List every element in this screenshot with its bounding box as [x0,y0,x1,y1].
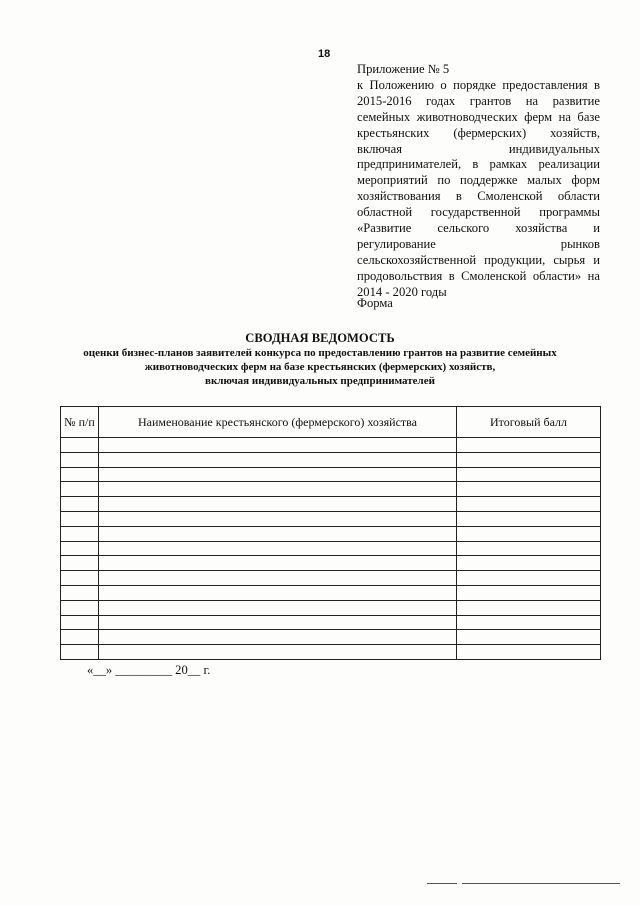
cell-farm-name [99,541,457,556]
table-row [61,630,601,645]
table-row [61,600,601,615]
cell-number [61,600,99,615]
evaluation-table [60,406,601,660]
date-signature-line: «__» _________ 20__ г. [87,663,211,677]
cell-total-score [457,511,601,526]
cell-farm-name [99,438,457,453]
cell-number [61,467,99,482]
cell-total-score [457,497,601,512]
table-row [61,526,601,541]
table-header-row [61,407,601,438]
cell-farm-name [99,467,457,482]
cell-number [61,452,99,467]
cell-number [61,438,99,453]
cell-total-score [457,585,601,600]
table-row [61,497,601,512]
cell-farm-name [99,556,457,571]
cell-number [61,526,99,541]
appendix-title: Приложение № 5 [357,62,450,76]
table-row [61,615,601,630]
table-row [61,452,601,467]
cell-number [61,630,99,645]
appendix-block [357,62,600,301]
cell-total-score [457,645,601,660]
cell-farm-name [99,526,457,541]
table-row [61,645,601,660]
document-subtitle-line-3: включая индивидуальных предпринимателей [205,375,435,387]
cell-number [61,556,99,571]
cell-total-score [457,600,601,615]
table-row [61,511,601,526]
cell-number [61,511,99,526]
table-row [61,571,601,586]
appendix-body: к Положению о порядке предоставления в 2015-2016 годах грантов на развитие семейных животноводческих ферм на базе крестьянских (фермерских) хозяйств, включая индивидуальных предпринимателей, в рамках реализации мероприятий по поддержке малых форм хозяйствования в Смоленской области областной государственной программы «Развитие сельского хозяйства и регулирование рынков сельскохозяйственной продукции, сырья и продовольствия в Смоленской области» на 2014 - 2020 годы [357,77,600,299]
cell-total-score [457,556,601,571]
cell-total-score [457,482,601,497]
table-row [61,438,601,453]
cell-total-score [457,571,601,586]
cell-total-score [457,526,601,541]
page-number: 18 [318,48,331,60]
table-row [61,482,601,497]
cell-total-score [457,452,601,467]
table-row [61,467,601,482]
cell-farm-name [99,600,457,615]
cell-number [61,645,99,660]
cell-total-score [457,541,601,556]
cell-number [61,482,99,497]
table-row [61,541,601,556]
table-row [61,556,601,571]
cell-farm-name [99,615,457,630]
cell-number [61,585,99,600]
document-title: СВОДНАЯ ВЕДОМОСТЬ [245,331,395,345]
document-heading [0,331,640,388]
cell-farm-name [99,585,457,600]
cell-total-score [457,630,601,645]
header-total-score: Итоговый балл [457,407,601,438]
footer-rule-left [427,883,457,884]
cell-total-score [457,467,601,482]
document-subtitle-line-2: животноводческих ферм на базе крестьянских (фермерских) хозяйств, [144,361,496,373]
cell-number [61,571,99,586]
cell-farm-name [99,630,457,645]
header-farm-name: Наименование крестьянского (фермерского) хозяйства [99,407,457,438]
table-body [61,438,601,660]
table-row [61,585,601,600]
header-number: № п/п [61,407,99,438]
cell-total-score [457,615,601,630]
cell-number [61,615,99,630]
cell-total-score [457,438,601,453]
form-label: Форма [357,296,393,310]
cell-number [61,541,99,556]
document-subtitle-line-1: оценки бизнес-планов заявителей конкурса по предоставлению грантов на развитие семейных [83,347,557,359]
footer-rule-right [462,883,620,884]
cell-farm-name [99,511,457,526]
cell-farm-name [99,497,457,512]
cell-farm-name [99,645,457,660]
cell-number [61,497,99,512]
cell-farm-name [99,571,457,586]
cell-farm-name [99,452,457,467]
cell-farm-name [99,482,457,497]
